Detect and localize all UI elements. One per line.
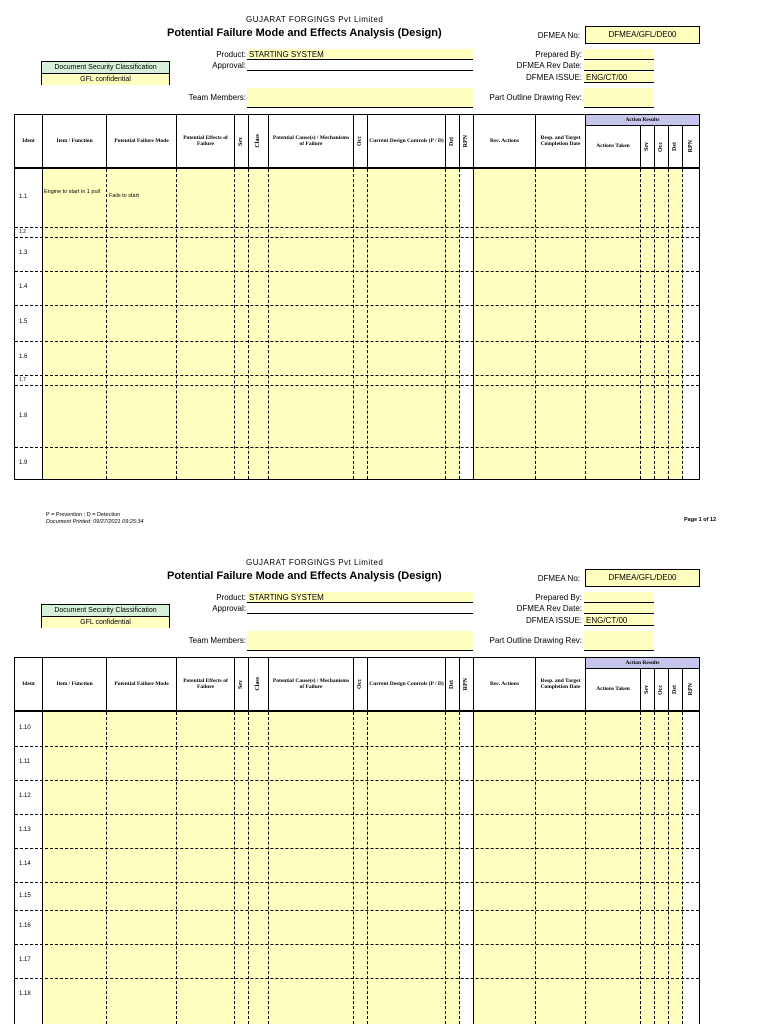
drawing-rev-label: Part Outline Drawing Rev: [489,636,582,645]
form-title: Potential Failure Mode and Effects Analysis (Design) [167,570,442,582]
table-row[interactable]: 1.15 [15,882,699,910]
fmea-table-page-2 [14,657,700,1024]
table-row[interactable]: 1.14 [15,848,699,882]
action-results-header: Action Results [586,115,699,126]
rev-date-field[interactable] [584,60,654,71]
issue-label: DFMEA ISSUE: [525,616,582,625]
issue-field[interactable]: ENG/CT/00 [584,615,654,626]
col-item-function: Item / Function [43,115,107,167]
col-class: Class [255,134,262,148]
table-row[interactable]: 1.13 [15,814,699,848]
company-name: GUJARAT FORGINGS Pvt Limited [246,15,384,24]
drawing-rev-field[interactable] [584,631,654,651]
col-ident: Ident [15,658,43,710]
security-value: GFL confidential [42,74,169,85]
footer-legend: P = Prevention ; D = Detection [46,512,121,518]
drawing-rev-field[interactable] [584,88,654,108]
col-rpn2: RPN [687,140,694,153]
col-failure-mode: Potential Failure Mode [107,658,177,710]
col-item-function: Item / Function [43,658,107,710]
approval-field[interactable] [247,603,473,614]
table-header [15,115,699,167]
action-results-header: Action Results [586,658,699,669]
table-row[interactable]: 1.12 [15,780,699,814]
table-row[interactable]: 1.10 [19,725,31,731]
rev-date-label: DFMEA Rev Date: [516,604,582,613]
security-classification [41,61,170,85]
col-resp: Resp. and Target Completion Date [536,115,586,167]
product-label: Product: [216,50,246,59]
dfmea-no-value[interactable]: DFMEA/GFL/DE00 [585,569,700,587]
security-classification [41,604,170,628]
team-members-field[interactable] [247,88,473,108]
col-actions-taken: Actions Taken [586,669,641,710]
col-effects: Potential Effects of Failure [177,115,235,167]
col-det: Det [449,136,456,146]
col-rec-actions: Rec. Actions [474,115,536,167]
table-row[interactable]: 1.7 [15,375,699,385]
product-field[interactable]: STARTING SYSTEM [247,592,473,603]
table-row[interactable]: 1.16 [15,910,699,944]
fmea-table-page-1 [14,114,700,480]
approval-label: Approval: [212,604,246,613]
col-det: Det [449,679,456,689]
table-row[interactable]: 1.3 [15,237,699,271]
col-rec-actions: Rec. Actions [474,658,536,710]
footer-printed: Document Printed: 09/27/2021 09:25:34 [46,519,144,525]
table-row[interactable]: 1.18 [15,978,699,1012]
table-row[interactable]: 1.11 [15,746,699,780]
col-rpn2: RPN [687,683,694,696]
rev-date-label: DFMEA Rev Date: [516,61,582,70]
prepared-by-label: Prepared By: [535,593,582,602]
col-occ2: Occ [658,684,665,695]
col-resp: Resp. and Target Completion Date [536,658,586,710]
dfmea-no-label: DFMEA No: [537,31,580,40]
table-row[interactable]: 1.17 [15,944,699,978]
page-number: Page 1 of 12 [684,517,717,523]
team-members-label: Team Members: [188,636,246,645]
col-occ2: Occ [658,141,665,152]
table-header [15,658,699,710]
col-sev: Sev [238,136,245,146]
table-row[interactable]: 1.1 Engine to start in 1 pull Fails to start [19,189,139,200]
col-det2: Det [672,142,679,151]
prepared-by-field[interactable] [584,592,654,603]
security-value: GFL confidential [42,617,169,628]
table-row[interactable]: 1.5 [15,305,699,341]
table-row[interactable]: 1.9 [15,447,699,481]
table-row[interactable]: 1.8 [15,385,699,447]
col-ident: Ident [15,115,43,167]
team-members-field[interactable] [247,631,473,651]
col-controls: Current Design Controls (P / D) [368,115,446,167]
security-label: Document Security Classification [42,605,169,617]
col-actions-taken: Actions Taken [586,126,641,167]
col-effects: Potential Effects of Failure [177,658,235,710]
approval-label: Approval: [212,61,246,70]
prepared-by-field[interactable] [584,49,654,60]
form-page-2 [0,543,768,1024]
col-sev: Sev [238,679,245,689]
issue-label: DFMEA ISSUE: [525,73,582,82]
table-row[interactable]: 1.2 [15,227,699,237]
table-row[interactable]: 1.4 [15,271,699,305]
company-name: GUJARAT FORGINGS Pvt Limited [246,558,384,567]
drawing-rev-label: Part Outline Drawing Rev: [489,93,582,102]
rev-date-field[interactable] [584,603,654,614]
table-body [15,712,699,1024]
col-occ: Occ [357,136,364,146]
col-failure-mode: Potential Failure Mode [107,115,177,167]
col-class: Class [255,677,262,691]
approval-field[interactable] [247,60,473,71]
table-row[interactable]: 1.6 [15,341,699,375]
security-label: Document Security Classification [42,62,169,74]
dfmea-no-label: DFMEA No: [537,574,580,583]
issue-field[interactable]: ENG/CT/00 [584,72,654,83]
col-causes: Potential Cause(s) / Mechanisms of Failure [269,115,354,167]
col-sev2: Sev [644,685,651,694]
prepared-by-label: Prepared By: [535,50,582,59]
col-rpn: RPN [463,677,470,691]
form-title: Potential Failure Mode and Effects Analysis (Design) [167,27,442,39]
col-det2: Det [672,685,679,694]
col-occ: Occ [357,679,364,689]
col-sev2: Sev [644,142,651,151]
product-label: Product: [216,593,246,602]
col-controls: Current Design Controls (P / D) [368,658,446,710]
product-field[interactable]: STARTING SYSTEM [247,49,473,60]
col-rpn: RPN [463,134,470,148]
col-causes: Potential Cause(s) / Mechanisms of Failure [269,658,354,710]
dfmea-no-value[interactable]: DFMEA/GFL/DE00 [585,26,700,44]
team-members-label: Team Members: [188,93,246,102]
table-body [15,169,699,479]
